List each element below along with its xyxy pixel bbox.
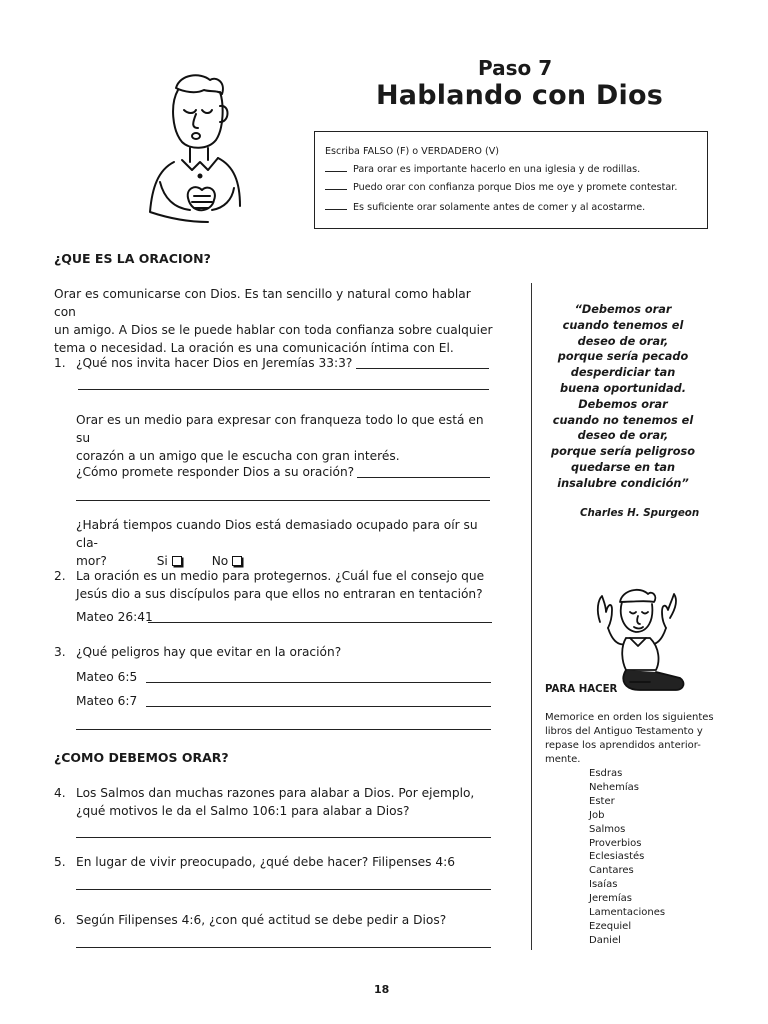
list-item: Isaías [589, 879, 618, 891]
answer-line[interactable] [76, 947, 491, 948]
list-item: Ezequiel [589, 920, 632, 932]
question-1c: ¿Habrá tiempos cuando Dios está demasiado ocupado para oír su cla- mor? Si No [76, 518, 478, 568]
question-3: ¿Qué peligros hay que evitar en la oración? [76, 645, 342, 659]
true-false-box [314, 131, 708, 229]
answer-line[interactable] [146, 682, 491, 683]
question-number: 2. [54, 569, 66, 583]
quote-author: Charles H. Spurgeon [580, 507, 700, 519]
answer-line[interactable] [356, 368, 489, 369]
question-number: 4. [54, 786, 66, 800]
question-2: La oración es un medio para protegernos. ¿Cuál fue el consejo que Jesús dio a sus discípulos para que ellos no entraran en tentación? [76, 569, 485, 601]
column-divider [531, 283, 532, 950]
list-item: Salmos [589, 823, 626, 835]
kneeling-man-illustration [590, 582, 690, 700]
page-title: Hablando con Dios [376, 80, 663, 111]
tf-item: Es suficiente orar solamente antes de comer y al acostarme. [325, 198, 697, 216]
question-1: ¿Qué nos invita hacer Dios en Jeremías 33:3? [76, 356, 353, 370]
question-6: Según Filipenses 4:6, ¿con qué actitud se debe pedir a Dios? [76, 913, 447, 927]
list-item: Daniel [589, 934, 621, 946]
step-label: Paso 7 [478, 56, 553, 80]
section-heading-como-debemos: ¿COMO DEBEMOS ORAR? [54, 750, 229, 765]
answer-line[interactable] [78, 389, 489, 390]
answer-line[interactable] [357, 477, 490, 478]
answer-line[interactable] [76, 837, 491, 838]
question-number: 6. [54, 913, 66, 927]
question-5: En lugar de vivir preocupado, ¿qué debe hacer? Filipenses 4:6 [76, 855, 456, 869]
answer-blank[interactable] [325, 160, 347, 172]
question-number: 3. [54, 645, 66, 659]
praying-man-illustration [138, 70, 250, 230]
answer-blank[interactable] [325, 198, 347, 210]
answer-line[interactable] [76, 729, 491, 730]
para-hacer-text: Memorice en orden los siguientes libros del Antiguo Testamento y repase los aprendidos anterior- mente. [545, 712, 714, 765]
question-1b: ¿Cómo promete responder Dios a su oración? [76, 465, 355, 479]
reference-mateo-26-41: Mateo 26:41 [76, 610, 153, 624]
answer-line[interactable] [146, 706, 491, 707]
list-item: Ester [589, 795, 615, 807]
question-number: 5. [54, 855, 66, 869]
answer-blank[interactable] [325, 178, 347, 190]
list-item: Nehemías [589, 781, 639, 793]
list-item: Cantares [589, 865, 634, 877]
intro-paragraph: Orar es comunicarse con Dios. Es tan sencillo y natural como hablar con un amigo. A Dios se le puede hablar con toda confianza sobre cualquier tema o necesidad. La oración es una comunicación íntima con El. [54, 287, 493, 355]
list-item: Proverbios [589, 837, 642, 849]
q1-paragraph: Orar es un medio para expresar con franqueza todo lo que está en su corazón a un amigo que le escucha con gran interés. [76, 413, 484, 463]
list-item: Job [589, 809, 605, 821]
answer-line[interactable] [76, 889, 491, 890]
tf-item: Para orar es importante hacerlo en una iglesia y de rodillas. [325, 160, 697, 178]
list-item: Eclesiastés [589, 851, 645, 863]
list-item: Esdras [589, 768, 623, 779]
reference-mateo-6-7: Mateo 6:7 [76, 694, 138, 708]
tf-instruction: Escriba FALSO (F) o VERDADERO (V) [325, 146, 500, 157]
answer-line[interactable] [76, 500, 490, 501]
no-checkbox[interactable] [232, 556, 242, 566]
question-4: Los Salmos dan muchas razones para alabar a Dios. Por ejemplo, ¿qué motivos le da el Salmo 106:1 para alabar a Dios? [76, 786, 475, 818]
tf-item: Puedo orar con confianza porque Dios me oye y promete contestar. [325, 178, 697, 196]
spurgeon-quote: “Debemos orar cuando tenemos el deseo de orar, porque sería pecado desperdiciar tan buena oportunidad. Debemos orar cuando no tenemos el deseo de orar, porque sería peligroso quedarse en tan insalubre condición” [551, 303, 695, 490]
si-checkbox[interactable] [172, 556, 182, 566]
page-number: 18 [374, 983, 390, 996]
list-item: Jeremías [589, 893, 633, 905]
answer-line[interactable] [148, 622, 492, 623]
section-heading-que-es: ¿QUE ES LA ORACION? [54, 251, 211, 266]
question-number: 1. [54, 356, 66, 370]
reference-mateo-6-5: Mateo 6:5 [76, 670, 138, 684]
books-list [589, 767, 665, 948]
para-hacer-title: PARA HACER [545, 684, 618, 695]
list-item: Lamentaciones [589, 907, 666, 919]
